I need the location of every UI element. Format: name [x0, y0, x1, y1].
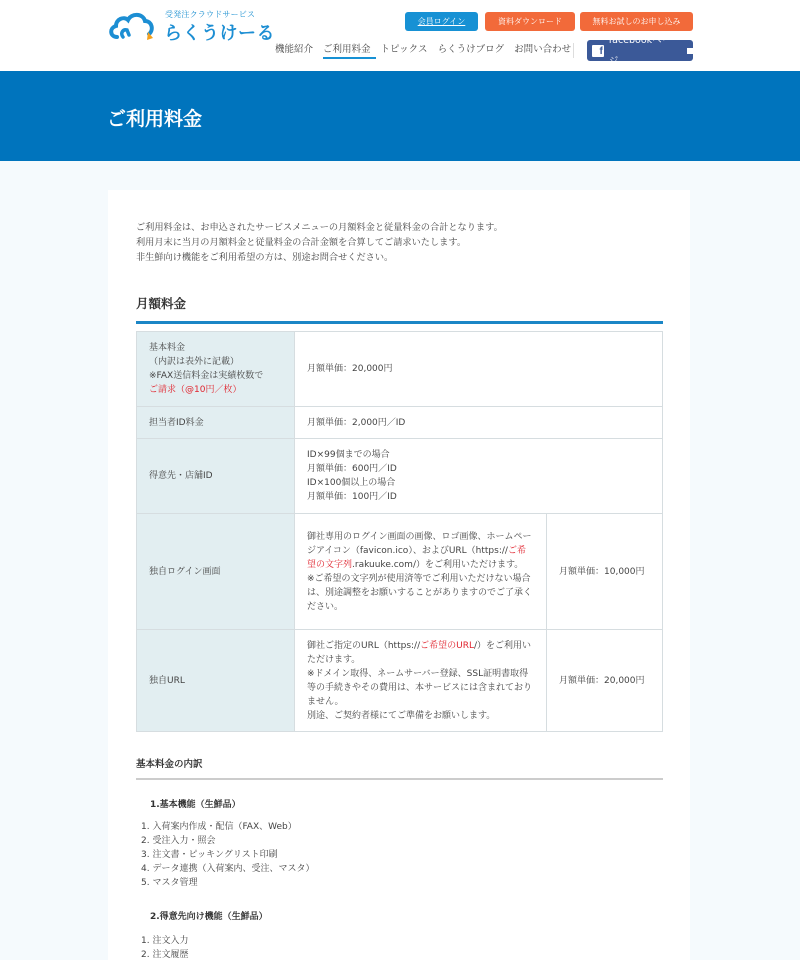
logo[interactable]	[107, 8, 275, 44]
facebook-label: facebookページ	[608, 34, 672, 67]
hero-banner	[0, 71, 800, 161]
member-login-button[interactable]: 会員ログイン	[405, 12, 478, 31]
nav-item-contact[interactable]: お問い合わせ	[514, 44, 572, 55]
label-line: ※FAX送信料金は実績枚数で	[149, 371, 264, 381]
intro-line: 利用月末に当月の月額料金と従量料金の合計金額を合算してご請求いたします。	[136, 237, 467, 248]
list-item: 2. 受注入力・照会	[141, 836, 216, 846]
value-line: 月額単価：100円／ID	[307, 492, 397, 502]
group-title: 2.得意先向け機能（生鮮品）	[150, 912, 268, 922]
row-price: 月額単価：20,000円	[547, 630, 663, 732]
desc-text: .rakuuke.com/）をご利用いただけます。	[352, 559, 524, 570]
row-label: 独自URL	[137, 630, 295, 732]
desc-note: 別途、ご契約者様にてご準備をお願いします。	[307, 710, 496, 721]
row-label: 担当者ID料金	[137, 407, 295, 439]
list-item: 1. 入荷案内作成・配信（FAX、Web）	[141, 822, 297, 832]
row-label	[137, 332, 295, 407]
monthly-fee-heading: 月額料金	[136, 294, 663, 324]
table-row	[137, 332, 663, 407]
row-label: 独自ログイン画面	[137, 514, 295, 630]
row-value	[295, 439, 663, 514]
list-item: 5. マスタ管理	[141, 878, 198, 888]
desc-text: 御社専用のログイン画面の画像、ロゴ画像、ホームページアイコン（favicon.ico）、およびURL（https://	[307, 531, 532, 556]
label-line: 基本料金	[149, 343, 186, 353]
row-value: 月額単価：20,000円	[295, 332, 663, 407]
list-item: 4. データ連携（入荷案内、受注、マスタ）	[141, 864, 315, 874]
fax-fee-note: ご請求（@10円／枚）	[149, 385, 242, 395]
table-row	[137, 407, 663, 439]
content-card	[108, 190, 690, 960]
group-title: 1.基本機能（生鮮品）	[150, 800, 241, 810]
page-title: ご利用料金	[107, 108, 203, 130]
cloud-logo-icon	[107, 11, 159, 41]
row-description	[295, 514, 547, 630]
intro-line: ご利用料金は、お申込されたサービスメニューの月額料金と従量料金の合計となります。	[136, 222, 503, 233]
intro-line: 非生鮮向け機能をご利用希望の方は、別途お問合せください。	[136, 252, 394, 263]
nav-item-blog[interactable]: らくうけブログ	[437, 44, 505, 55]
list-item: 1. 注文入力	[141, 936, 189, 946]
nav-divider	[573, 43, 574, 58]
desc-highlight: ご希望のURL	[420, 640, 474, 651]
table-row	[137, 514, 663, 630]
value-line: 月額単価：600円／ID	[307, 464, 397, 474]
row-label: 得意先・店舗ID	[137, 439, 295, 514]
row-price: 月額単価：10,000円	[547, 514, 663, 630]
label-line: （内訳は表外に記載）	[149, 357, 240, 367]
feature-list	[141, 820, 314, 890]
desc-note: ※ご希望の文字列が使用済等でご利用いただけない場合は、別途調整をお願いすることがありますのでご了承ください。	[307, 573, 533, 612]
value-line: ID×99個までの場合	[307, 450, 390, 460]
breakdown-heading: 基本料金の内訳	[136, 756, 663, 780]
desc-text: /）をご利用いただけます。	[307, 640, 532, 665]
desc-note: ※ドメイン取得、ネームサーバー登録、SSL証明書取得等の手続きやその費用は、本サービスには含まれておりません。	[307, 668, 533, 707]
logo-tagline: 受発注クラウドサービス	[165, 10, 256, 19]
desc-highlight: ご希望の文字列	[307, 545, 526, 570]
intro-text	[136, 220, 503, 265]
list-item: 2. 注文履歴	[141, 950, 189, 960]
main-nav	[275, 43, 581, 59]
nav-item-topics[interactable]: トピックス	[380, 44, 428, 55]
external-link-icon	[687, 48, 693, 54]
feature-list	[141, 934, 188, 960]
pricing-table	[136, 331, 663, 732]
desc-text: 御社ご指定のURL（https://	[307, 640, 421, 651]
site-header	[0, 0, 800, 71]
logo-name: らくうけーる	[164, 23, 275, 44]
nav-item-pricing[interactable]: ご利用料金	[323, 43, 376, 59]
list-item: 3. 注文書・ピッキングリスト印刷	[141, 850, 278, 860]
free-trial-button[interactable]: 無料お試しのお申し込み	[580, 12, 693, 31]
value-line: ID×100個以上の場合	[307, 478, 396, 488]
facebook-page-button[interactable]	[587, 34, 693, 67]
facebook-icon: f	[592, 45, 604, 57]
row-description	[295, 630, 547, 732]
table-row	[137, 630, 663, 732]
document-download-button[interactable]: 資料ダウンロード	[485, 12, 575, 31]
table-row	[137, 439, 663, 514]
row-value: 月額単価：2,000円／ID	[295, 407, 663, 439]
nav-item-features[interactable]: 機能紹介	[275, 44, 314, 55]
